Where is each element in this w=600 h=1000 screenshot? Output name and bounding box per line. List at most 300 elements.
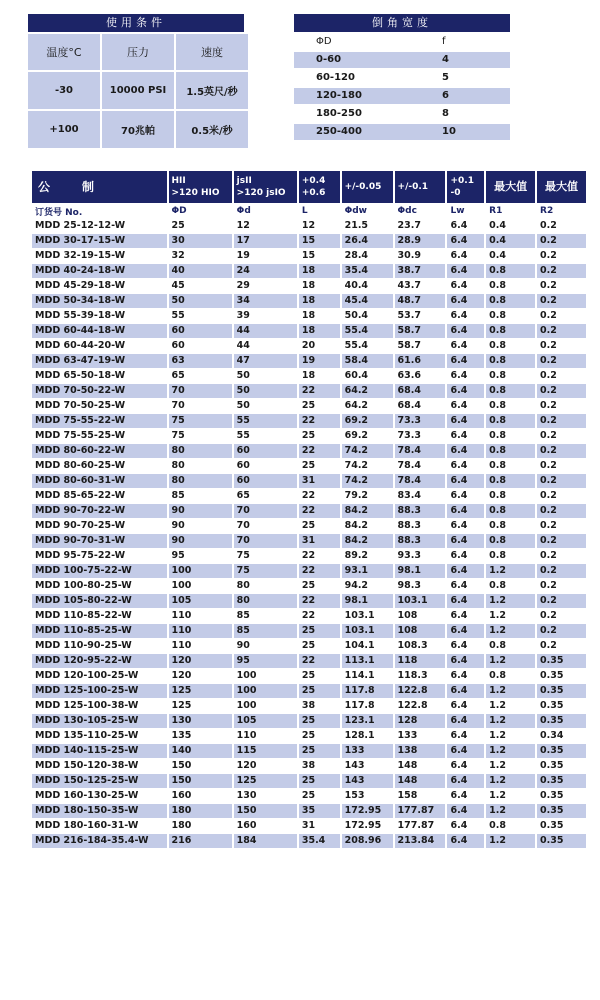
r1-cell: 0.8 [486,279,535,293]
length-cell: 22 [299,489,340,503]
r2-cell: 0.2 [537,534,586,548]
dw-cell: 60.4 [342,369,393,383]
lw-cell: 6.4 [447,834,484,848]
r2-cell: 0.2 [537,519,586,533]
speed-header: 速度 [176,34,248,70]
lw-cell: 6.4 [447,324,484,338]
dc-cell: 177.87 [395,819,446,833]
dc-cell: 61.6 [395,354,446,368]
r1-cell: 1.2 [486,699,535,713]
length-cell: 22 [299,654,340,668]
dc-cell: 133 [395,729,446,743]
r1-cell: 0.4 [486,219,535,233]
table-row [32,354,586,368]
inner-diameter-cell: 95 [234,654,297,668]
chamfer-range: 180-250 [316,108,362,119]
table-row [32,309,586,323]
lw-cell: 6.4 [447,369,484,383]
table-row [32,399,586,413]
lw-cell: 6.4 [447,474,484,488]
lw-cell: 6.4 [447,714,484,728]
dw-cell: 35.4 [342,264,393,278]
order-number-cell: MDD 100-80-25-W [32,579,167,593]
inner-diameter-cell: 50 [234,369,297,383]
chamfer-header-f: f [442,36,446,47]
r2-cell: 0.2 [537,459,586,473]
outer-diameter-cell: 120 [169,654,232,668]
order-number-cell: MDD 65-50-18-W [32,369,167,383]
r1-cell: 1.2 [486,594,535,608]
chamfer-row [294,88,510,104]
table-row [32,519,586,533]
bore-tolerance-header: HII >120 HIO [169,171,232,203]
table-row [32,474,586,488]
outer-diameter-cell: 140 [169,744,232,758]
order-number-cell: MDD 120-100-25-W [32,669,167,683]
speed-ft: 1.5英尺/秒 [176,72,248,109]
inner-diameter-cell: 47 [234,354,297,368]
dw-cell: 104.1 [342,639,393,653]
inner-diameter-cell: 65 [234,489,297,503]
r2-cell: 0.2 [537,399,586,413]
length-cell: 18 [299,369,340,383]
inner-diameter-cell: 70 [234,534,297,548]
inner-diameter-cell: 55 [234,429,297,443]
lw-cell: 6.4 [447,279,484,293]
table-row [32,384,586,398]
dc-cell: 158 [395,789,446,803]
order-number-cell: MDD 80-60-31-W [32,474,167,488]
dc-cell: 108.3 [395,639,446,653]
lw-cell: 6.4 [447,759,484,773]
dc-cell: 38.7 [395,264,446,278]
dc-cell: 122.8 [395,699,446,713]
lw-cell: 6.4 [447,684,484,698]
r2-cell: 0.2 [537,324,586,338]
table-row [32,654,586,668]
r1-cell: 1.2 [486,759,535,773]
speed-m: 0.5米/秒 [176,111,248,148]
table-row [32,459,586,473]
r1-cell: 0.8 [486,819,535,833]
dc-cell: 177.87 [395,804,446,818]
dw-cell: 84.2 [342,534,393,548]
table-row [32,579,586,593]
r1-subheader: R1 [489,206,503,216]
table-row [32,744,586,758]
dw-cell: 153 [342,789,393,803]
dc-cell: 118.3 [395,669,446,683]
dw-cell: 172.95 [342,804,393,818]
lw-cell: 6.4 [447,219,484,233]
dc-cell: 213.84 [395,834,446,848]
inner-diameter-cell: 75 [234,549,297,563]
inner-diameter-subheader: Φd [236,206,251,216]
lw-cell: 6.4 [447,639,484,653]
table-row [32,564,586,578]
r1-cell: 0.8 [486,384,535,398]
dc-cell: 23.7 [395,219,446,233]
pressure-mpa: 70兆帕 [102,111,174,148]
table-row [32,369,586,383]
inner-diameter-cell: 60 [234,459,297,473]
dw-cell: 74.2 [342,444,393,458]
length-cell: 31 [299,819,340,833]
order-number-cell: MDD 40-24-18-W [32,264,167,278]
r1-cell: 1.2 [486,564,535,578]
dw-cell: 143 [342,759,393,773]
length-cell: 18 [299,294,340,308]
order-number-cell: MDD 150-120-38-W [32,759,167,773]
order-number-cell: MDD 80-60-22-W [32,444,167,458]
dw-cell: 21.5 [342,219,393,233]
inner-diameter-cell: 130 [234,789,297,803]
dw-cell: 74.2 [342,459,393,473]
dw-subheader: Φdw [344,206,368,216]
r2-cell: 0.2 [537,624,586,638]
dc-cell: 88.3 [395,504,446,518]
length-cell: 35.4 [299,834,340,848]
r2-cell: 0.35 [537,684,586,698]
r1-cell: 0.8 [486,444,535,458]
order-number-cell: MDD 55-39-18-W [32,309,167,323]
r1-cell: 1.2 [486,744,535,758]
lw-cell: 6.4 [447,669,484,683]
inner-diameter-cell: 44 [234,324,297,338]
order-number-cell: MDD 180-150-35-W [32,804,167,818]
dw-cell: 114.1 [342,669,393,683]
table-row [32,504,586,518]
dc-cell: 68.4 [395,399,446,413]
outer-diameter-cell: 110 [169,639,232,653]
chamfer-row [294,106,510,122]
outer-diameter-cell: 95 [169,549,232,563]
r2-cell: 0.2 [537,354,586,368]
temperature-high: +100 [28,111,100,148]
dw-cell: 84.2 [342,504,393,518]
r1-cell: 0.8 [486,399,535,413]
outer-diameter-cell: 70 [169,399,232,413]
order-number-cell: MDD 130-105-25-W [32,714,167,728]
outer-diameter-cell: 70 [169,384,232,398]
r1-cell: 0.8 [486,459,535,473]
dw-cell: 103.1 [342,609,393,623]
length-cell: 22 [299,549,340,563]
lw-cell: 6.4 [447,339,484,353]
outer-diameter-cell: 125 [169,684,232,698]
lw-cell: 6.4 [447,399,484,413]
dw-cell: 64.2 [342,384,393,398]
length-cell: 35 [299,804,340,818]
r1-cell: 0.8 [486,324,535,338]
lw-cell: 6.4 [447,489,484,503]
inner-diameter-cell: 150 [234,804,297,818]
inner-diameter-cell: 160 [234,819,297,833]
order-number-cell: MDD 160-130-25-W [32,789,167,803]
r1-cell: 0.8 [486,309,535,323]
outer-diameter-cell: 110 [169,624,232,638]
r2-cell: 0.2 [537,384,586,398]
lw-cell: 6.4 [447,654,484,668]
chamfer-value: 6 [442,90,449,101]
dw-cell: 123.1 [342,714,393,728]
length-cell: 25 [299,774,340,788]
r1-max-header: 最大值 [486,171,535,203]
dc-cell: 108 [395,624,446,638]
r2-cell: 0.2 [537,309,586,323]
inner-diameter-cell: 24 [234,264,297,278]
dw-cell: 128.1 [342,729,393,743]
order-number-cell: MDD 110-85-22-W [32,609,167,623]
order-number-cell: MDD 70-50-22-W [32,384,167,398]
chamfer-width-title: 倒角宽度 [294,14,510,32]
lw-cell: 6.4 [447,249,484,263]
lw-subheader: Lw [450,206,465,216]
outer-diameter-cell: 60 [169,339,232,353]
dc-cell: 98.1 [395,564,446,578]
outer-diameter-cell: 150 [169,759,232,773]
dw-cell: 98.1 [342,594,393,608]
r2-cell: 0.2 [537,609,586,623]
r2-cell: 0.35 [537,834,586,848]
inner-diameter-cell: 39 [234,309,297,323]
order-number-cell: MDD 32-19-15-W [32,249,167,263]
order-number-cell: MDD 50-34-18-W [32,294,167,308]
r1-cell: 0.8 [486,294,535,308]
lw-cell: 6.4 [447,309,484,323]
inner-diameter-cell: 115 [234,744,297,758]
lw-cell: 6.4 [447,774,484,788]
dc-cell: 73.3 [395,414,446,428]
r2-cell: 0.2 [537,414,586,428]
length-tolerance-header: +0.4 +0.6 [299,171,340,203]
r1-cell: 1.2 [486,774,535,788]
r1-cell: 1.2 [486,624,535,638]
order-number-cell: MDD 150-125-25-W [32,774,167,788]
r2-cell: 0.35 [537,819,586,833]
lw-tolerance-header: +0.1 -0 [447,171,484,203]
dc-cell: 73.3 [395,429,446,443]
dc-cell: 88.3 [395,519,446,533]
outer-diameter-cell: 135 [169,729,232,743]
dw-tolerance-header: +/-0.05 [342,171,393,203]
dw-cell: 93.1 [342,564,393,578]
table-row [32,789,586,803]
r2-cell: 0.2 [537,594,586,608]
chamfer-row [294,70,510,86]
inner-diameter-cell: 55 [234,414,297,428]
r1-cell: 0.8 [486,534,535,548]
chamfer-range: 120-180 [316,90,362,101]
dc-cell: 128 [395,714,446,728]
length-cell: 25 [299,429,340,443]
dc-cell: 28.9 [395,234,446,248]
table-row [32,609,586,623]
outer-diameter-cell: 160 [169,789,232,803]
inner-diameter-cell: 90 [234,639,297,653]
length-cell: 25 [299,579,340,593]
table-row [32,669,586,683]
length-cell: 22 [299,594,340,608]
outer-diameter-cell: 50 [169,294,232,308]
lw-cell: 6.4 [447,699,484,713]
dc-cell: 48.7 [395,294,446,308]
length-cell: 12 [299,219,340,233]
lw-cell: 6.4 [447,744,484,758]
length-cell: 25 [299,669,340,683]
r2-cell: 0.35 [537,714,586,728]
order-number-cell: MDD 100-75-22-W [32,564,167,578]
lw-cell: 6.4 [447,444,484,458]
length-cell: 25 [299,714,340,728]
r2-cell: 0.2 [537,579,586,593]
lw-cell: 6.4 [447,594,484,608]
table-row [32,249,586,263]
order-number-cell: MDD 25-12-12-W [32,219,167,233]
length-cell: 15 [299,249,340,263]
metric-dimensions-table [30,170,588,849]
dw-cell: 74.2 [342,474,393,488]
dc-tolerance-header: +/-0.1 [395,171,446,203]
inner-diameter-cell: 184 [234,834,297,848]
dc-cell: 148 [395,759,446,773]
lw-cell: 6.4 [447,624,484,638]
dc-cell: 118 [395,654,446,668]
dc-cell: 78.4 [395,459,446,473]
length-cell: 25 [299,744,340,758]
chamfer-value: 5 [442,72,449,83]
order-number-cell: MDD 90-70-22-W [32,504,167,518]
outer-diameter-cell: 216 [169,834,232,848]
dw-cell: 40.4 [342,279,393,293]
lw-cell: 6.4 [447,729,484,743]
outer-diameter-cell: 65 [169,369,232,383]
table-row [32,339,586,353]
dc-cell: 88.3 [395,534,446,548]
length-cell: 15 [299,234,340,248]
lw-cell: 6.4 [447,264,484,278]
dw-cell: 113.1 [342,654,393,668]
length-cell: 22 [299,564,340,578]
order-number-cell: MDD 120-95-22-W [32,654,167,668]
r2-cell: 0.35 [537,744,586,758]
table-row [32,444,586,458]
chamfer-range: 0-60 [316,54,342,65]
r2-subheader: R2 [540,206,554,216]
length-cell: 25 [299,459,340,473]
r1-cell: 0.8 [486,264,535,278]
outer-diameter-cell: 80 [169,459,232,473]
order-number-cell: MDD 216-184-35.4-W [32,834,167,848]
lw-cell: 6.4 [447,429,484,443]
order-number-cell: MDD 60-44-20-W [32,339,167,353]
dw-cell: 58.4 [342,354,393,368]
lw-cell: 6.4 [447,504,484,518]
length-cell: 25 [299,684,340,698]
lw-cell: 6.4 [447,294,484,308]
r1-cell: 1.2 [486,834,535,848]
pressure-header: 压力 [102,34,174,70]
inner-diameter-cell: 105 [234,714,297,728]
table-row [32,714,586,728]
table-row [32,804,586,818]
inner-diameter-cell: 50 [234,384,297,398]
outer-diameter-cell: 90 [169,504,232,518]
lw-cell: 6.4 [447,789,484,803]
dw-cell: 172.95 [342,819,393,833]
dw-cell: 26.4 [342,234,393,248]
inner-diameter-cell: 70 [234,519,297,533]
chamfer-header-d: ΦD [316,36,332,47]
r2-cell: 0.2 [537,339,586,353]
rod-tolerance-header: jsII >120 jsIO [234,171,297,203]
length-cell: 18 [299,324,340,338]
main-subheader-row [32,204,586,218]
dc-cell: 78.4 [395,474,446,488]
outer-diameter-cell: 75 [169,414,232,428]
length-cell: 18 [299,264,340,278]
dw-cell: 79.2 [342,489,393,503]
outer-diameter-subheader: ΦD [171,206,187,216]
length-cell: 25 [299,639,340,653]
lw-cell: 6.4 [447,534,484,548]
r2-cell: 0.2 [537,474,586,488]
lw-cell: 6.4 [447,579,484,593]
dw-cell: 143 [342,774,393,788]
dc-cell: 98.3 [395,579,446,593]
order-number-cell: MDD 75-55-25-W [32,429,167,443]
r2-cell: 0.2 [537,549,586,563]
dc-cell: 68.4 [395,384,446,398]
dw-cell: 69.2 [342,414,393,428]
r2-cell: 0.35 [537,669,586,683]
outer-diameter-cell: 130 [169,714,232,728]
r2-cell: 0.2 [537,234,586,248]
r1-cell: 0.8 [486,639,535,653]
outer-diameter-cell: 90 [169,519,232,533]
r1-cell: 0.8 [486,549,535,563]
r1-cell: 0.8 [486,339,535,353]
order-number-cell: MDD 80-60-25-W [32,459,167,473]
r1-cell: 1.2 [486,804,535,818]
dw-cell: 133 [342,744,393,758]
outer-diameter-cell: 125 [169,699,232,713]
chamfer-range: 60-120 [316,72,355,83]
order-number-cell: MDD 70-50-25-W [32,399,167,413]
length-cell: 18 [299,279,340,293]
r1-cell: 0.8 [486,489,535,503]
length-cell: 31 [299,534,340,548]
r1-cell: 1.2 [486,789,535,803]
outer-diameter-cell: 25 [169,219,232,233]
outer-diameter-cell: 150 [169,774,232,788]
inner-diameter-cell: 100 [234,699,297,713]
inner-diameter-cell: 50 [234,399,297,413]
dc-subheader: Φdc [397,206,417,216]
length-cell: 25 [299,399,340,413]
length-cell: 22 [299,444,340,458]
r1-cell: 1.2 [486,609,535,623]
inner-diameter-cell: 44 [234,339,297,353]
table-row [32,774,586,788]
order-number-cell: MDD 95-75-22-W [32,549,167,563]
length-cell: 22 [299,384,340,398]
length-cell: 25 [299,729,340,743]
r1-cell: 0.4 [486,249,535,263]
usage-conditions-table [28,14,244,148]
inner-diameter-cell: 29 [234,279,297,293]
order-number-cell: MDD 125-100-25-W [32,684,167,698]
